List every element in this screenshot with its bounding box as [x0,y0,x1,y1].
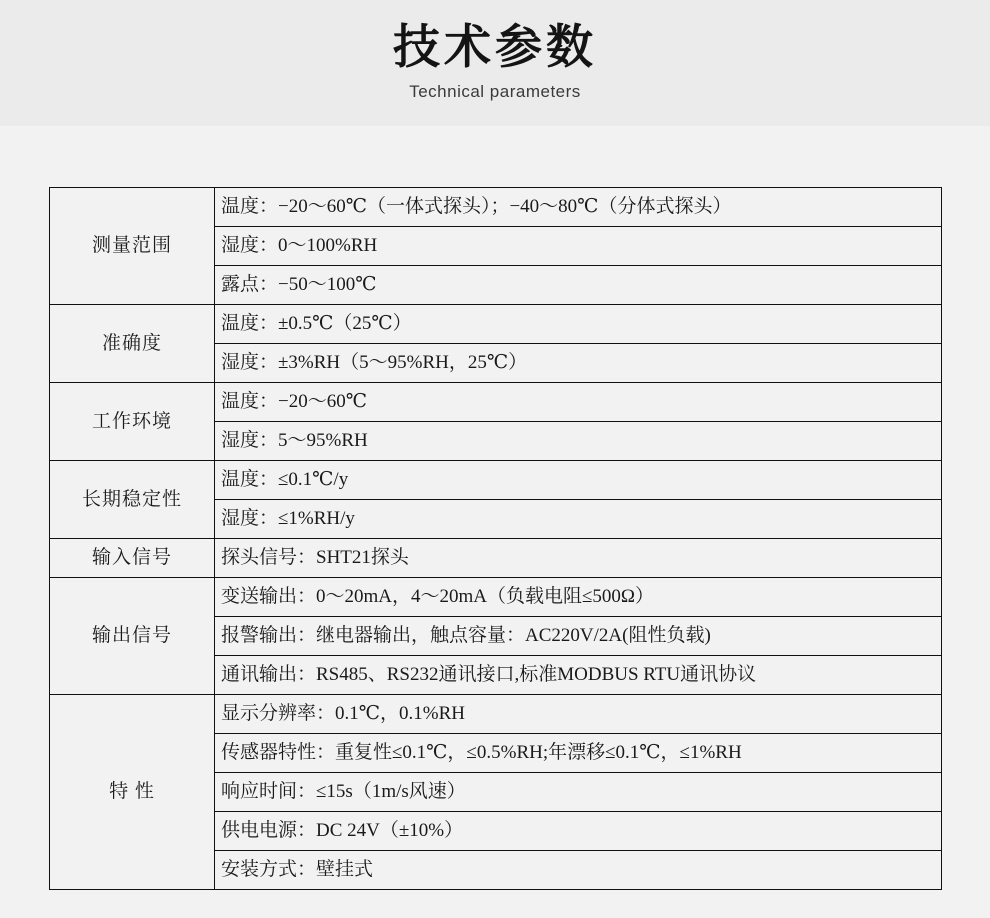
table-row [50,539,942,578]
spec-table-wrapper [49,187,942,890]
spec-value-cell: 安装方式：壁挂式 [215,851,942,890]
spec-value-cell: 温度：≤0.1℃/y [215,461,942,500]
table-row [50,461,942,500]
spec-value-cell: 湿度：≤1%RH/y [215,500,942,539]
spec-value-cell: 探头信号：SHT21探头 [215,539,942,578]
spec-value-cell: 温度：±0.5℃（25℃） [215,305,942,344]
spec-value-cell: 露点：−50～100℃ [215,266,942,305]
page-subtitle: Technical parameters [409,82,581,101]
spec-value-cell: 湿度：±3%RH（5～95%RH，25℃） [215,344,942,383]
spec-value-cell: 报警输出：继电器输出，触点容量：AC220V/2A(阻性负载) [215,617,942,656]
spec-value-cell: 湿度：0～100%RH [215,227,942,266]
spec-table [49,187,942,890]
spec-value-cell: 变送输出：0～20mA，4～20mA（负载电阻≤500Ω） [215,578,942,617]
table-row [50,695,942,734]
table-row [50,305,942,344]
spec-value-cell: 湿度：5～95%RH [215,422,942,461]
spec-value-cell: 显示分辨率：0.1℃，0.1%RH [215,695,942,734]
page-title: 技术参数 [393,20,597,73]
page-header [0,0,990,126]
spec-value-cell: 通讯输出：RS485、RS232通讯接口,标准MODBUS RTU通讯协议 [215,656,942,695]
spec-category-label: 输出信号 [50,578,215,695]
spec-value-cell: 供电电源：DC 24V（±10%） [215,812,942,851]
spec-category-label: 准确度 [50,305,215,383]
spec-category-label: 测量范围 [50,188,215,305]
spec-value-cell: 响应时间：≤15s（1m/s风速） [215,773,942,812]
table-row [50,578,942,617]
spec-category-label: 输入信号 [50,539,215,578]
spec-value-cell: 温度：−20～60℃ [215,383,942,422]
spec-category-label: 长期稳定性 [50,461,215,539]
spec-value-cell: 传感器特性：重复性≤0.1℃，≤0.5%RH;年漂移≤0.1℃，≤1%RH [215,734,942,773]
table-row [50,188,942,227]
spec-category-label: 特 性 [50,695,215,890]
spec-category-label: 工作环境 [50,383,215,461]
spec-table-body [50,188,942,890]
table-row [50,383,942,422]
spec-value-cell: 温度：−20～60℃（一体式探头）；−40～80℃（分体式探头） [215,188,942,227]
